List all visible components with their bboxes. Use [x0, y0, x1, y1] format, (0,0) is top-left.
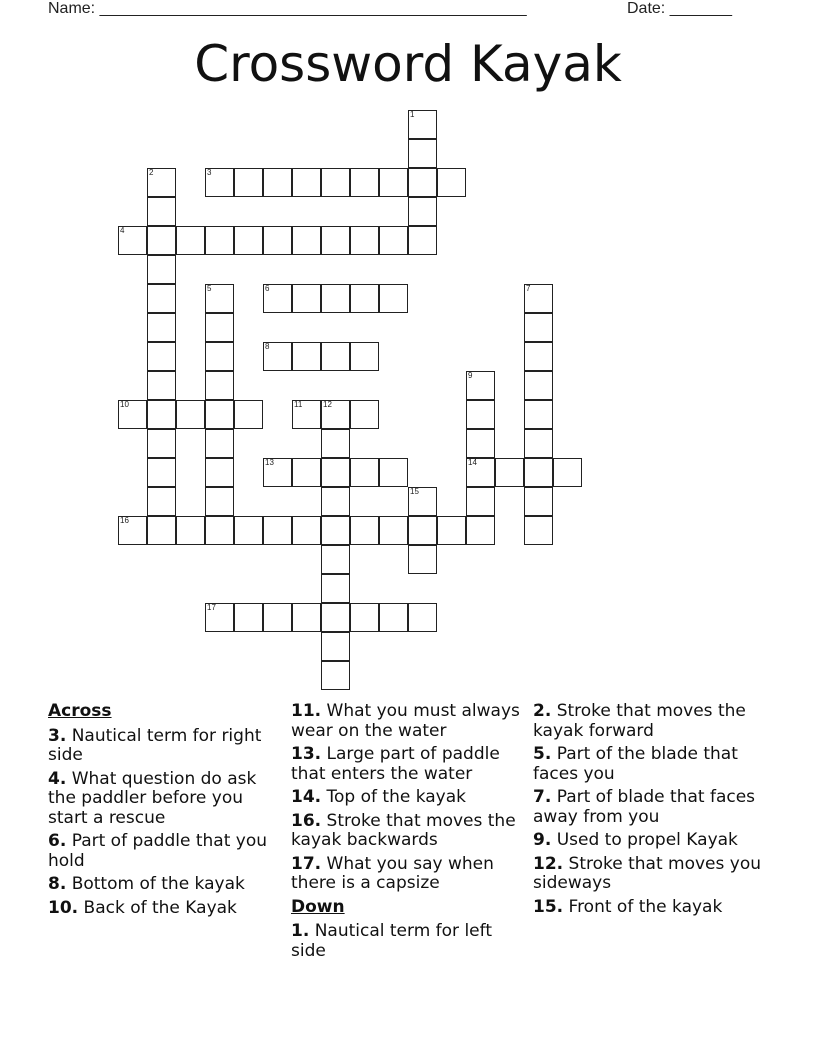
- grid-cell[interactable]: [408, 168, 437, 197]
- grid-cell[interactable]: [147, 168, 176, 197]
- clue-number: 10: [120, 400, 129, 409]
- grid-cell[interactable]: [437, 168, 466, 197]
- grid-cell[interactable]: [205, 226, 234, 255]
- grid-cell[interactable]: [321, 429, 350, 458]
- grid-cell[interactable]: [147, 284, 176, 313]
- clue-number: 7: [526, 284, 531, 293]
- clue-number-label: 14.: [291, 787, 322, 807]
- grid-cell[interactable]: [263, 226, 292, 255]
- grid-cell[interactable]: [350, 226, 379, 255]
- grid-cell[interactable]: [408, 139, 437, 168]
- clue-number: 16: [120, 516, 129, 525]
- grid-cell[interactable]: [176, 516, 205, 545]
- clue-number: 1: [410, 110, 415, 119]
- grid-cell[interactable]: [408, 226, 437, 255]
- clue-number-label: 15.: [533, 896, 564, 917]
- clue-column-3: [533, 702, 769, 921]
- grid-cell[interactable]: [205, 458, 234, 487]
- grid-cell[interactable]: [408, 487, 437, 516]
- grid-cell[interactable]: [524, 313, 553, 342]
- clue-column-2: [291, 702, 527, 965]
- grid-cell[interactable]: [321, 458, 350, 487]
- grid-cell[interactable]: [263, 458, 292, 487]
- down-heading: Down: [291, 896, 345, 917]
- grid-cell[interactable]: [292, 284, 321, 313]
- grid-cell[interactable]: [350, 284, 379, 313]
- grid-cell[interactable]: [234, 226, 263, 255]
- grid-cell[interactable]: [205, 429, 234, 458]
- grid-cell[interactable]: [292, 458, 321, 487]
- clue-number: 9: [468, 371, 473, 380]
- across-clue: [48, 770, 284, 829]
- clue-number: 15: [410, 487, 419, 496]
- grid-cell[interactable]: [350, 516, 379, 545]
- clue-number-label: 13.: [291, 744, 322, 764]
- grid-cell[interactable]: [379, 168, 408, 197]
- grid-cell[interactable]: [292, 168, 321, 197]
- clue-text: Part of paddle that you hold: [48, 831, 267, 871]
- grid-cell[interactable]: [408, 545, 437, 574]
- grid-cell[interactable]: [176, 226, 205, 255]
- clue-number: 17: [207, 603, 216, 612]
- clue-number-label: 8.: [48, 874, 67, 894]
- across-clue: [48, 899, 284, 919]
- clue-text: Part of the blade that faces you: [533, 744, 738, 784]
- clue-text: What you say when there is a capsize: [291, 853, 494, 893]
- clue-text: What question do ask the paddler before you start a rescue: [48, 768, 257, 828]
- grid-cell[interactable]: [466, 516, 495, 545]
- clue-number-label: 10.: [48, 897, 79, 918]
- grid-cell[interactable]: [147, 458, 176, 487]
- clue-number: 8: [265, 342, 270, 351]
- grid-cell[interactable]: [408, 197, 437, 226]
- grid-cell[interactable]: [321, 516, 350, 545]
- grid-cell[interactable]: [437, 516, 466, 545]
- grid-cell[interactable]: [524, 284, 553, 313]
- grid-cell[interactable]: [147, 487, 176, 516]
- across-clue: [291, 788, 527, 808]
- page-title: Crossword Kayak: [194, 35, 622, 93]
- grid-cell[interactable]: [321, 284, 350, 313]
- clue-number-label: 17.: [291, 853, 322, 874]
- clue-column-1: [48, 702, 284, 922]
- grid-cell[interactable]: [379, 603, 408, 632]
- across-clue: [291, 745, 527, 784]
- grid-cell[interactable]: [147, 255, 176, 284]
- grid-cell[interactable]: [321, 400, 350, 429]
- grid-cell[interactable]: [234, 603, 263, 632]
- clue-number: 3: [207, 168, 212, 177]
- grid-cell[interactable]: [147, 342, 176, 371]
- clue-text: What you must always wear on the water: [291, 701, 520, 741]
- clue-text: Front of the kayak: [563, 896, 723, 917]
- grid-cell[interactable]: [147, 226, 176, 255]
- clue-text: Nautical term for left side: [291, 921, 492, 961]
- grid-cell[interactable]: [205, 400, 234, 429]
- name-field-label: Name: ________________________________________________: [48, 0, 527, 17]
- grid-cell[interactable]: [321, 342, 350, 371]
- grid-cell[interactable]: [234, 516, 263, 545]
- grid-cell[interactable]: [321, 545, 350, 574]
- grid-cell[interactable]: [524, 487, 553, 516]
- grid-cell[interactable]: [263, 168, 292, 197]
- grid-cell[interactable]: [205, 516, 234, 545]
- across-clue: [291, 812, 527, 851]
- grid-cell[interactable]: [205, 487, 234, 516]
- clue-text: Stroke that moves you sideways: [533, 853, 762, 893]
- grid-cell[interactable]: [263, 603, 292, 632]
- grid-cell[interactable]: [321, 632, 350, 661]
- grid-cell[interactable]: [408, 603, 437, 632]
- date-field-label: Date: _______: [627, 0, 732, 17]
- clue-number-label: 9.: [533, 830, 552, 850]
- grid-cell[interactable]: [292, 342, 321, 371]
- across-clue: [291, 855, 527, 894]
- clue-text: Top of the kayak: [321, 787, 466, 807]
- clue-number-label: 6.: [48, 831, 67, 851]
- grid-cell[interactable]: [379, 284, 408, 313]
- clue-number-label: 11.: [291, 701, 322, 721]
- grid-cell[interactable]: [176, 400, 205, 429]
- grid-cell[interactable]: [524, 400, 553, 429]
- grid-cell[interactable]: [466, 458, 495, 487]
- down-clue: [533, 898, 769, 918]
- clue-number-label: 7.: [533, 787, 552, 807]
- down-clue: [533, 702, 769, 741]
- grid-cell[interactable]: [350, 603, 379, 632]
- clue-text: Nautical term for right side: [48, 725, 262, 765]
- clue-number-label: 2.: [533, 701, 552, 721]
- grid-cell[interactable]: [321, 603, 350, 632]
- grid-cell[interactable]: [118, 226, 147, 255]
- grid-cell[interactable]: [147, 371, 176, 400]
- grid-cell[interactable]: [524, 429, 553, 458]
- clue-text: Bottom of the kayak: [66, 874, 245, 894]
- grid-cell[interactable]: [379, 516, 408, 545]
- grid-cell[interactable]: [466, 371, 495, 400]
- clue-number: 6: [265, 284, 270, 293]
- grid-cell[interactable]: [553, 458, 582, 487]
- clue-text: Large part of paddle that enters the water: [291, 744, 500, 784]
- grid-cell[interactable]: [118, 400, 147, 429]
- grid-cell[interactable]: [205, 284, 234, 313]
- grid-cell[interactable]: [263, 516, 292, 545]
- grid-cell[interactable]: [350, 458, 379, 487]
- down-clue: [533, 831, 769, 851]
- grid-cell[interactable]: [118, 516, 147, 545]
- down-clue: [533, 788, 769, 827]
- down-clue: [291, 922, 527, 961]
- clue-number: 14: [468, 458, 477, 467]
- grid-cell[interactable]: [292, 226, 321, 255]
- down-clue: [533, 745, 769, 784]
- grid-cell[interactable]: [321, 661, 350, 690]
- grid-cell[interactable]: [263, 342, 292, 371]
- grid-cell[interactable]: [350, 342, 379, 371]
- grid-cell[interactable]: [292, 516, 321, 545]
- across-clue: [48, 875, 284, 895]
- clue-number-label: 16.: [291, 810, 322, 831]
- grid-cell[interactable]: [466, 429, 495, 458]
- grid-cell[interactable]: [205, 371, 234, 400]
- clue-number: 4: [120, 226, 125, 235]
- grid-cell[interactable]: [147, 516, 176, 545]
- grid-cell[interactable]: [379, 458, 408, 487]
- clue-number-label: 1.: [291, 921, 310, 941]
- grid-cell[interactable]: [147, 429, 176, 458]
- grid-cell[interactable]: [205, 313, 234, 342]
- grid-cell[interactable]: [408, 516, 437, 545]
- grid-cell[interactable]: [292, 603, 321, 632]
- clue-number-label: 12.: [533, 853, 564, 874]
- clue-number: 11: [294, 400, 303, 409]
- clue-number-label: 3.: [48, 725, 67, 746]
- clue-number: 2: [149, 168, 154, 177]
- clue-number-label: 4.: [48, 768, 67, 789]
- clue-number: 13: [265, 458, 274, 467]
- grid-cell[interactable]: [321, 487, 350, 516]
- grid-cell[interactable]: [205, 342, 234, 371]
- grid-cell[interactable]: [321, 168, 350, 197]
- grid-cell[interactable]: [147, 313, 176, 342]
- grid-cell[interactable]: [321, 574, 350, 603]
- clue-text: Stroke that moves the kayak backwards: [291, 810, 516, 850]
- grid-cell[interactable]: [466, 400, 495, 429]
- grid-cell[interactable]: [292, 400, 321, 429]
- clue-text: Back of the Kayak: [78, 897, 237, 918]
- across-clue: [48, 727, 284, 766]
- grid-cell[interactable]: [350, 168, 379, 197]
- across-clue: [48, 832, 284, 871]
- across-clue: [291, 702, 527, 741]
- clue-number-label: 5.: [533, 744, 552, 764]
- grid-cell[interactable]: [524, 371, 553, 400]
- grid-cell[interactable]: [263, 284, 292, 313]
- grid-cell[interactable]: [466, 487, 495, 516]
- grid-cell[interactable]: [524, 342, 553, 371]
- grid-cell[interactable]: [234, 400, 263, 429]
- clue-number: 5: [207, 284, 212, 293]
- grid-cell[interactable]: [147, 400, 176, 429]
- grid-cell[interactable]: [379, 226, 408, 255]
- grid-cell[interactable]: [524, 516, 553, 545]
- grid-cell[interactable]: [205, 603, 234, 632]
- grid-cell[interactable]: [205, 168, 234, 197]
- clue-number: 12: [323, 400, 332, 409]
- grid-cell[interactable]: [495, 458, 524, 487]
- grid-cell[interactable]: [524, 458, 553, 487]
- clue-text: Stroke that moves the kayak forward: [533, 701, 746, 741]
- grid-cell[interactable]: [321, 226, 350, 255]
- grid-cell[interactable]: [350, 400, 379, 429]
- grid-cell[interactable]: [147, 197, 176, 226]
- grid-cell[interactable]: [408, 110, 437, 139]
- clue-text: Used to propel Kayak: [551, 830, 738, 850]
- clue-text: Part of blade that faces away from you: [533, 787, 756, 827]
- down-clue: [533, 855, 769, 894]
- grid-cell[interactable]: [234, 168, 263, 197]
- across-heading: Across: [48, 701, 112, 721]
